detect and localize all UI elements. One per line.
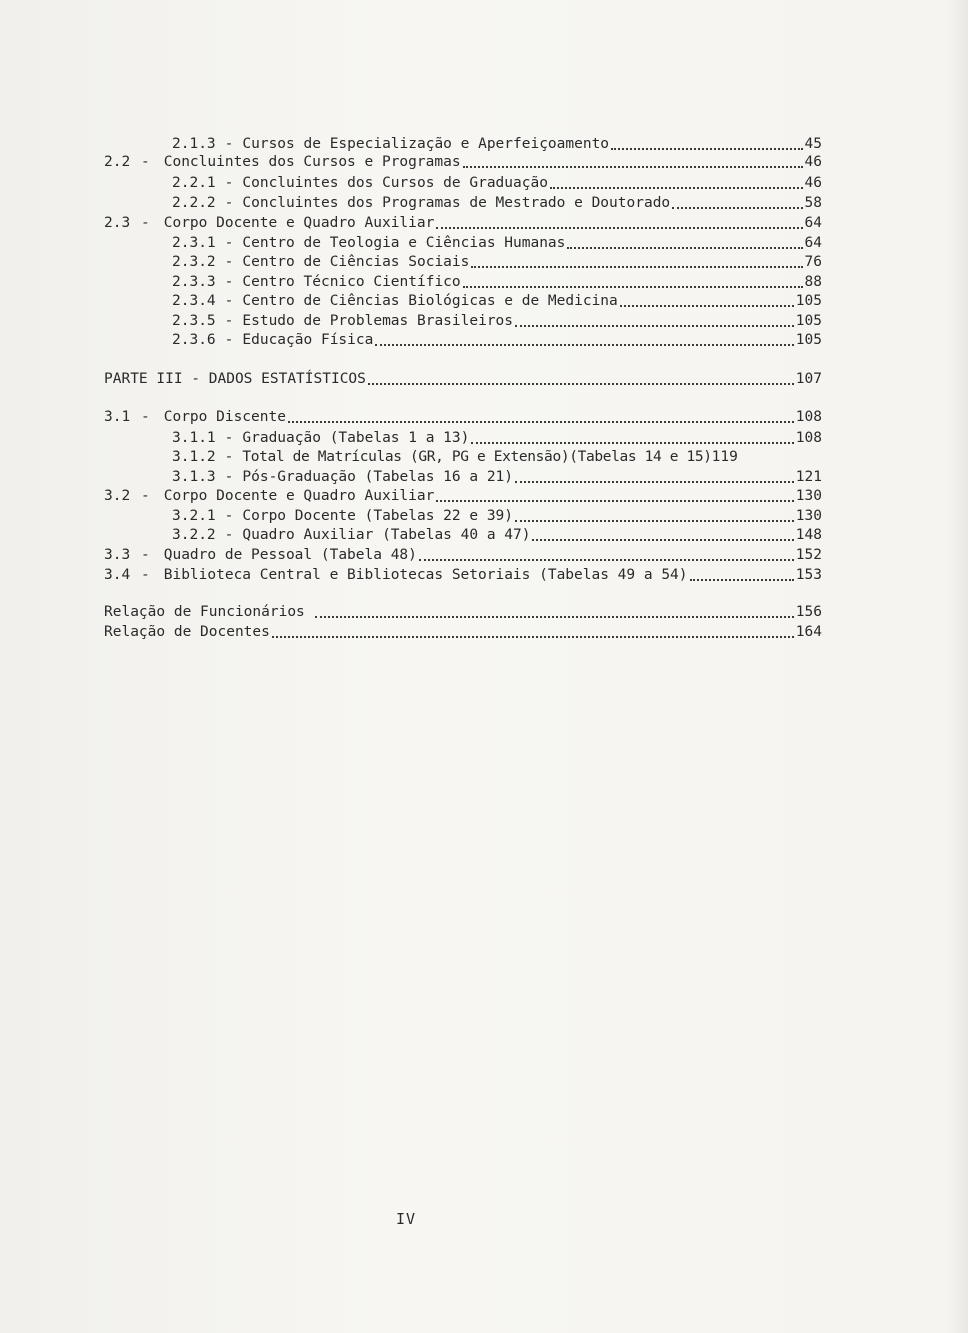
toc-entry-number: 2.2: [104, 154, 131, 170]
toc-entry-number: 3.1: [104, 409, 131, 425]
toc-dot-leader: [515, 519, 794, 522]
toc-entry-title: Corpo Docente e Quadro Auxiliar: [163, 488, 435, 504]
toc-entry: [172, 525, 822, 545]
toc-dot-leader: [471, 265, 802, 268]
toc-entry-number: 3.3: [104, 547, 131, 563]
toc-entry: [172, 134, 822, 154]
toc-entry-dash: -: [224, 508, 234, 524]
toc-entry: [104, 407, 822, 427]
toc-entry-title: Centro Técnico Científico: [242, 274, 461, 290]
toc-entry-title: Corpo Docente (Tabelas 22 e 39): [242, 508, 514, 524]
toc-entry: [172, 252, 822, 272]
toc-entry-dash: -: [224, 175, 234, 191]
toc-entry: [104, 545, 822, 565]
toc-entry-page: 45: [804, 136, 822, 152]
toc-entry-dash: -: [141, 488, 150, 504]
toc-entry-page: 130: [795, 488, 822, 504]
toc-dot-leader: [611, 147, 802, 150]
toc-entry-page: 107: [795, 371, 822, 387]
toc-dot-leader: [315, 615, 794, 618]
toc-dot-leader: [532, 538, 793, 541]
toc-entry-dash: -: [224, 195, 234, 211]
toc-entry-page: 64: [804, 235, 822, 251]
toc-entry-page: 76: [804, 254, 822, 270]
toc-entry-page: 121: [795, 469, 822, 485]
toc-entry-dash: -: [141, 154, 150, 170]
toc-part-title: PARTE III - DADOS ESTATÍSTICOS: [104, 371, 366, 387]
toc-entry-title: Centro de Ciências Biológicas e de Medicina: [242, 293, 618, 309]
toc-entry: [172, 311, 822, 331]
toc-dot-leader: [620, 304, 794, 307]
toc-entry-page: 152: [795, 547, 822, 563]
toc-dot-leader: [436, 499, 793, 502]
toc-dot-leader: [436, 226, 802, 229]
toc-entry-title: Corpo Docente e Quadro Auxiliar: [163, 215, 435, 231]
toc-entry-title: Pós-Graduação (Tabelas 16 a 21): [242, 469, 514, 485]
toc-dot-leader: [419, 558, 794, 561]
toc-entry-page: 58: [804, 195, 822, 211]
toc-dot-leader: [288, 420, 794, 423]
toc-entry-dash: -: [141, 215, 150, 231]
toc-dot-leader: [550, 186, 803, 189]
toc-entry: [104, 152, 822, 172]
toc-entry: [172, 506, 822, 526]
toc-entry-number: 3.1.2: [172, 449, 216, 465]
toc-entry-page: 119: [711, 449, 738, 465]
toc-entry: [172, 467, 822, 487]
page-edge-shadow: [946, 0, 968, 1333]
toc-dot-leader: [368, 382, 794, 385]
toc-entry: [172, 447, 822, 467]
toc-entry-title: Centro de Ciências Sociais: [242, 254, 470, 270]
toc-entry-number: 2.3.2: [172, 254, 216, 270]
toc-entry-page: 130: [795, 508, 822, 524]
toc-dot-leader: [463, 285, 803, 288]
toc-dot-leader: [471, 441, 793, 444]
toc-entry-title: Centro de Teologia e Ciências Humanas: [242, 235, 566, 251]
toc-entry-number: 2.3: [104, 215, 131, 231]
toc-entry-number: 3.2.2: [172, 527, 216, 543]
toc-dot-leader: [690, 578, 794, 581]
toc-entry-title: Graduação (Tabelas 1 a 13): [242, 430, 470, 446]
toc-entry-page: 46: [804, 154, 822, 170]
toc-entry-dash: -: [224, 293, 234, 309]
toc-entry-title: Relação de Funcionários: [104, 604, 305, 620]
toc-entry-dash: -: [224, 527, 234, 543]
toc-entry-title: Cursos de Especialização e Aperfeiçoamento: [242, 136, 610, 152]
toc-entry-page: 148: [795, 527, 822, 543]
toc-entry-page: 105: [795, 332, 822, 348]
toc-dot-leader: [375, 343, 793, 346]
toc-entry-title: Concluintes dos Programas de Mestrado e Doutorado: [242, 195, 671, 211]
toc-entry-page: 156: [795, 604, 822, 620]
toc-entry: [104, 565, 822, 585]
toc-dot-leader: [567, 246, 802, 249]
toc-entry: [104, 622, 822, 642]
toc-dot-leader: [672, 206, 802, 209]
toc-entry-dash: -: [224, 254, 234, 270]
toc-entry-number: 2.2.1: [172, 175, 216, 191]
toc-entry: [172, 272, 822, 292]
toc-entry-number: 3.2: [104, 488, 131, 504]
toc-entry-number: 2.3.6: [172, 332, 216, 348]
toc-entry: [104, 486, 822, 506]
toc-entry-number: 2.2.2: [172, 195, 216, 211]
toc-entry-dash: -: [224, 136, 234, 152]
toc-entry-number: 2.3.4: [172, 293, 216, 309]
toc-entry-page: 88: [804, 274, 822, 290]
toc-entry-dash: -: [224, 332, 234, 348]
toc-entry: [104, 602, 822, 622]
toc-entry-page: 108: [795, 409, 822, 425]
toc-entry-title: Estudo de Problemas Brasileiros: [242, 313, 514, 329]
toc-entry-page: 164: [795, 624, 822, 640]
toc-entry-page: 64: [804, 215, 822, 231]
toc-entry-number: 2.3.1: [172, 235, 216, 251]
toc-entry: [172, 173, 822, 193]
toc-entry-page: 105: [795, 293, 822, 309]
toc-entry: [104, 213, 822, 233]
toc-entry-dash: -: [141, 567, 150, 583]
toc-entry-title: Quadro de Pessoal (Tabela 48): [163, 547, 417, 563]
toc-dot-leader: [463, 165, 803, 168]
toc-entry-number: 3.1.3: [172, 469, 216, 485]
toc-entry-dash: -: [141, 547, 150, 563]
toc-entry: [172, 291, 822, 311]
toc-entry-title: Concluintes dos Cursos e Programas: [163, 154, 461, 170]
toc-dot-leader: [272, 635, 794, 638]
toc-part-heading: [104, 369, 822, 389]
toc-entry-number: 3.2.1: [172, 508, 216, 524]
toc-entry-number: 2.1.3: [172, 136, 216, 152]
toc-entry-dash: -: [224, 313, 234, 329]
page-number-footer: IV: [396, 1210, 417, 1228]
toc-entry: [172, 330, 822, 350]
toc-entry-dash: -: [224, 235, 234, 251]
toc-dot-leader: [515, 324, 794, 327]
toc-entry-title: Biblioteca Central e Bibliotecas Setoriais (Tabelas 49 a 54): [163, 567, 688, 583]
toc-entry: [172, 193, 822, 213]
toc-entry-title: Quadro Auxiliar (Tabelas 40 a 47): [242, 527, 531, 543]
toc-entry: [172, 233, 822, 253]
toc-entry-page: 105: [795, 313, 822, 329]
toc-entry-number: 2.3.3: [172, 274, 216, 290]
toc-entry-title: Educação Física: [242, 332, 374, 348]
toc-entry-number: 2.3.5: [172, 313, 216, 329]
toc-entry-page: 153: [795, 567, 822, 583]
toc-entry-page: 46: [804, 175, 822, 191]
toc-entry-dash: -: [224, 274, 234, 290]
toc-dot-leader: [515, 480, 794, 483]
toc-entry: [172, 428, 822, 448]
toc-entry-title: Corpo Discente: [163, 409, 286, 425]
toc-entry-title: Total de Matrículas (GR, PG e Extensão)(Tabelas 14 e 15): [242, 449, 712, 465]
toc-entry-number: 3.1.1: [172, 430, 216, 446]
toc-entry-dash: -: [224, 469, 234, 485]
toc-entry-title: Relação de Docentes: [104, 624, 270, 640]
toc-entry-dash: -: [224, 430, 234, 446]
toc-entry-title: Concluintes dos Cursos de Graduação: [242, 175, 548, 191]
toc-entry-dash: -: [224, 449, 234, 465]
toc-entry-page: 108: [795, 430, 822, 446]
toc-entry-number: 3.4: [104, 567, 131, 583]
toc-entry-dash: -: [141, 409, 150, 425]
